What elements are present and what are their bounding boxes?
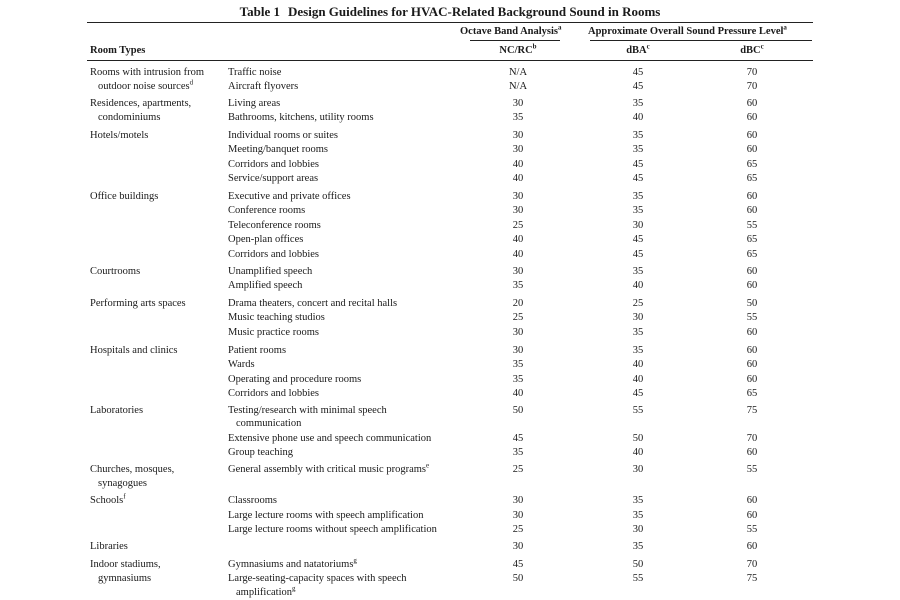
space-type: Classrooms: [228, 495, 278, 506]
dba-value: 45: [632, 173, 644, 184]
room-types-header: Room Types: [90, 45, 146, 56]
room-category: Residences, apartments,: [90, 98, 192, 109]
dba-header: dBA$^c$: [626, 42, 650, 56]
dbc-value: 60: [746, 327, 758, 338]
dba-value: 35: [632, 205, 644, 216]
dba-value: 30: [632, 312, 644, 323]
space-type: Executive and private offices: [228, 191, 351, 202]
room-category: Hotels/motels: [90, 130, 149, 141]
top-rule: [87, 22, 813, 23]
space-type: Operating and procedure rooms: [228, 374, 362, 385]
dba-value: 35: [632, 191, 644, 202]
dba-value: 50: [632, 433, 644, 444]
nc-rc-value: 30: [512, 144, 524, 155]
nc-rc-value: 30: [512, 541, 524, 552]
dbc-value: 65: [746, 159, 758, 170]
dba-value: 30: [632, 524, 644, 535]
dbc-value: 70: [746, 67, 758, 78]
nc-rc-value: 35: [512, 112, 524, 123]
dbc-value: 60: [746, 191, 758, 202]
room-category: outdoor noise sources$^d$: [98, 78, 194, 92]
dba-value: 30: [632, 220, 644, 231]
nc-rc-value: 30: [512, 130, 524, 141]
dba-value: 35: [632, 266, 644, 277]
dbc-value: 60: [746, 374, 758, 385]
space-type: Group teaching: [228, 447, 294, 458]
nc-rc-value: 30: [512, 266, 524, 277]
dbc-value: 70: [746, 81, 758, 92]
dba-value: 35: [632, 144, 644, 155]
nc-rc-value: 25: [512, 524, 524, 535]
dba-value: 35: [632, 345, 644, 356]
dbc-header: dBC$^c$: [740, 42, 764, 56]
space-type: Teleconference rooms: [228, 220, 321, 231]
space-type: Music teaching studios: [228, 312, 325, 323]
room-category: Courtrooms: [90, 266, 141, 277]
nc-rc-value: 40: [512, 159, 524, 170]
nc-rc-value: 35: [512, 280, 524, 291]
space-type: Patient rooms: [228, 345, 287, 356]
dba-value: 30: [632, 464, 644, 475]
dbc-value: 60: [746, 98, 758, 109]
dba-value: 25: [632, 298, 644, 309]
space-type: Bathrooms, kitchens, utility rooms: [228, 112, 374, 123]
dba-value: 40: [632, 112, 644, 123]
dba-value: 55: [632, 573, 644, 584]
space-type: Wards: [228, 359, 255, 370]
space-type: Corridors and lobbies: [228, 388, 319, 399]
room-category: Office buildings: [90, 191, 159, 202]
octave-band-header: Octave Band Analysis$^a$: [460, 23, 562, 37]
table-label: Table 1: [239, 4, 280, 19]
dbc-value: 60: [746, 205, 758, 216]
room-category: Indoor stadiums,: [90, 559, 161, 570]
nc-rc-value: 25: [512, 464, 524, 475]
nc-rc-value: N/A: [508, 81, 528, 92]
nc-rc-value: 30: [512, 345, 524, 356]
nc-rc-value: 30: [512, 327, 524, 338]
space-type: Aircraft flyovers: [228, 81, 299, 92]
space-type: Music practice rooms: [228, 327, 319, 338]
dbc-value: 60: [746, 447, 758, 458]
space-type: Large lecture rooms with speech amplification: [228, 510, 424, 521]
space-type: Meeting/banquet rooms: [228, 144, 329, 155]
nc-rc-header: $NC/RC^b$: [499, 42, 537, 56]
dba-value: 50: [632, 559, 644, 570]
nc-rc-value: 35: [512, 359, 524, 370]
nc-rc-value: 30: [512, 495, 524, 506]
dbc-value: 60: [746, 541, 758, 552]
space-type: Open-plan offices: [228, 234, 304, 245]
dbc-value: 60: [746, 266, 758, 277]
dbc-value: 55: [746, 312, 758, 323]
table-title: [0, 4, 900, 20]
dba-value: 45: [632, 388, 644, 399]
nc-rc-value: 45: [512, 559, 524, 570]
space-type: Conference rooms: [228, 205, 306, 216]
dbc-value: 65: [746, 249, 758, 260]
room-category: Performing arts spaces: [90, 298, 186, 309]
nc-rc-value: 40: [512, 249, 524, 260]
nc-rc-value: 30: [512, 510, 524, 521]
nc-rc-value: 45: [512, 433, 524, 444]
room-category: Schools$^f$: [90, 492, 126, 506]
table-title-text: Design Guidelines for HVAC-Related Background Sound in Rooms: [287, 4, 661, 19]
dbc-value: 55: [746, 464, 758, 475]
dba-value: 40: [632, 374, 644, 385]
space-type: Individual rooms or suites: [228, 130, 338, 141]
nc-rc-value: 50: [512, 573, 524, 584]
nc-rc-value: 40: [512, 173, 524, 184]
nc-rc-value: 35: [512, 447, 524, 458]
dbc-value: 60: [746, 280, 758, 291]
space-type: Unamplified speech: [228, 266, 313, 277]
dbc-value: 65: [746, 388, 758, 399]
nc-rc-value: N/A: [508, 67, 528, 78]
spl-header-rule: [590, 40, 812, 41]
dbc-value: 70: [746, 559, 758, 570]
dbc-value: 70: [746, 433, 758, 444]
space-type: Traffic noise: [228, 67, 282, 78]
dba-value: 40: [632, 359, 644, 370]
room-category: gymnasiums: [98, 573, 152, 584]
sound-pressure-header: Approximate Overall Sound Pressure Level$^a$: [588, 23, 787, 37]
space-type: amplification$^g$: [236, 584, 296, 598]
dba-value: 40: [632, 447, 644, 458]
space-type: Amplified speech: [228, 280, 303, 291]
room-category: Rooms with intrusion from: [90, 67, 205, 78]
space-type: Corridors and lobbies: [228, 249, 319, 260]
space-type: Large-seating-capacity spaces with speech: [228, 573, 407, 584]
nc-rc-value: 20: [512, 298, 524, 309]
dba-value: 55: [632, 405, 644, 416]
dbc-value: 55: [746, 524, 758, 535]
dbc-value: 60: [746, 345, 758, 356]
dbc-value: 60: [746, 130, 758, 141]
space-type: Large lecture rooms without speech amplification: [228, 524, 437, 535]
room-category: Libraries: [90, 541, 128, 552]
room-category: synagogues: [98, 478, 147, 489]
dba-value: 45: [632, 67, 644, 78]
space-type: Living areas: [228, 98, 281, 109]
dbc-value: 60: [746, 359, 758, 370]
nc-rc-value: 25: [512, 312, 524, 323]
room-category: condominiums: [98, 112, 161, 123]
room-category: Churches, mosques,: [90, 464, 175, 475]
dba-value: 35: [632, 98, 644, 109]
space-type: Testing/research with minimal speech: [228, 405, 387, 416]
dba-value: 35: [632, 541, 644, 552]
dbc-value: 60: [746, 144, 758, 155]
dba-value: 45: [632, 234, 644, 245]
space-type: General assembly with critical music programs$^e$: [228, 461, 430, 475]
dbc-value: 60: [746, 112, 758, 123]
nc-rc-value: 30: [512, 98, 524, 109]
nc-rc-value: 30: [512, 191, 524, 202]
dba-value: 45: [632, 249, 644, 260]
dbc-value: 75: [746, 573, 758, 584]
nc-rc-value: 25: [512, 220, 524, 231]
dba-value: 35: [632, 130, 644, 141]
space-type: Gymnasiums and natatoriums$^g$: [228, 556, 357, 570]
space-type: Extensive phone use and speech communication: [228, 433, 432, 444]
dba-value: 35: [632, 495, 644, 506]
nc-rc-value: 40: [512, 388, 524, 399]
room-category: Hospitals and clinics: [90, 345, 178, 356]
nc-rc-value: 35: [512, 374, 524, 385]
dbc-value: 50: [746, 298, 758, 309]
nc-rc-value: 30: [512, 205, 524, 216]
dba-value: 35: [632, 327, 644, 338]
nc-rc-value: 40: [512, 234, 524, 245]
dbc-value: 60: [746, 495, 758, 506]
dbc-value: 60: [746, 510, 758, 521]
dbc-value: 65: [746, 173, 758, 184]
octave-header-rule: [470, 40, 560, 41]
space-type: Drama theaters, concert and recital halls: [228, 298, 398, 309]
header-bottom-rule: [87, 60, 813, 61]
dbc-value: 65: [746, 234, 758, 245]
dba-value: 45: [632, 81, 644, 92]
space-type: Corridors and lobbies: [228, 159, 319, 170]
dbc-value: 75: [746, 405, 758, 416]
space-type: communication: [236, 418, 302, 429]
dba-value: 40: [632, 280, 644, 291]
nc-rc-value: 50: [512, 405, 524, 416]
space-type: Service/support areas: [228, 173, 319, 184]
dba-value: 45: [632, 159, 644, 170]
dba-value: 35: [632, 510, 644, 521]
dbc-value: 55: [746, 220, 758, 231]
room-category: Laboratories: [90, 405, 144, 416]
